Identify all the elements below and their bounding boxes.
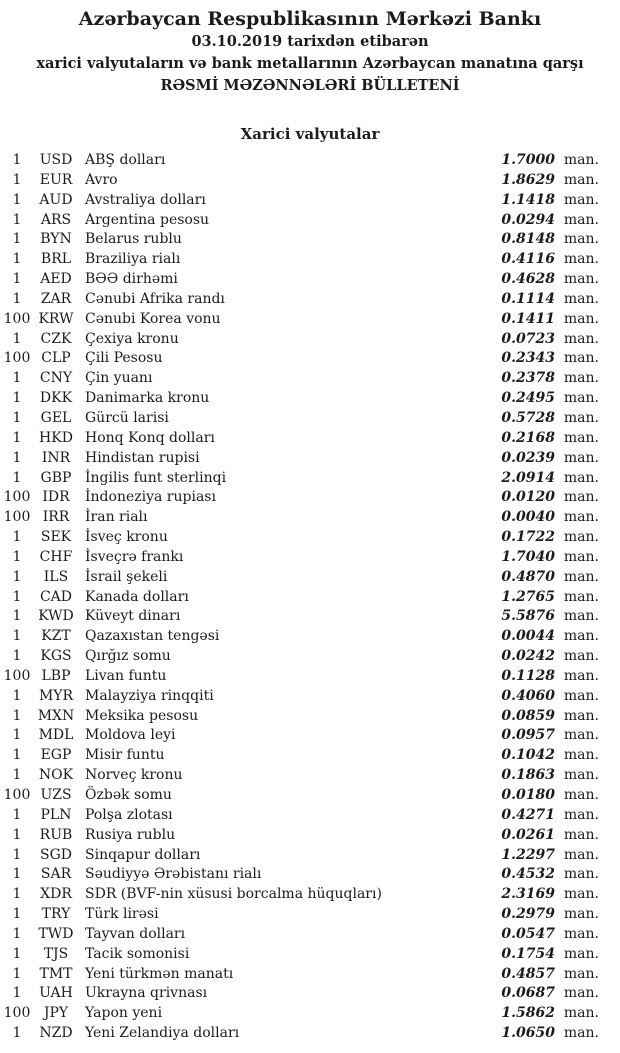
currency-code-cell: UZS	[40, 787, 72, 803]
currency-code-cell: JPY	[43, 1005, 69, 1022]
unit-cell: man.	[563, 846, 599, 863]
rate-value-cell: 5.5876	[501, 608, 555, 625]
rate-row	[0, 429, 620, 449]
currency-name-cell: Ukrayna qrivnası	[85, 985, 208, 1002]
rate-value-cell: 1.7000	[501, 152, 555, 168]
quantity-cell: 1	[12, 191, 22, 208]
bulletin-header	[0, 0, 620, 97]
currency-name-cell: Meksika pesosu	[85, 707, 199, 724]
currency-code-cell: GBP	[40, 469, 72, 486]
unit-cell: man.	[563, 152, 599, 168]
rate-row	[0, 230, 620, 250]
quantity-cell: 1	[12, 330, 22, 347]
currency-name-cell: İran rialı	[85, 509, 148, 526]
rate-row	[0, 885, 620, 905]
currency-code-cell: DKK	[39, 390, 73, 407]
rate-row	[0, 469, 620, 489]
currency-name-cell: Tacik somonisi	[85, 945, 190, 962]
unit-cell: man.	[563, 350, 599, 367]
quantity-cell: 1	[12, 985, 22, 1002]
currency-code-cell: EGP	[40, 747, 72, 764]
quantity-cell: 100	[3, 489, 31, 506]
currency-code-cell: CHF	[39, 548, 73, 565]
currency-code-cell: KZT	[41, 628, 71, 645]
quantity-cell: 1	[12, 1025, 22, 1042]
currency-code-cell: RUB	[39, 826, 73, 843]
unit-cell: man.	[563, 568, 599, 585]
quantity-cell: 1	[12, 648, 22, 665]
quantity-cell: 1	[12, 251, 22, 268]
rate-row	[0, 369, 620, 389]
unit-cell: man.	[563, 985, 599, 1002]
unit-cell: man.	[563, 231, 599, 248]
quantity-cell: 1	[12, 548, 22, 565]
rate-value-cell: 0.1863	[501, 767, 555, 784]
rate-value-cell: 0.0261	[501, 826, 555, 843]
rate-row	[0, 1004, 620, 1024]
currency-name-cell: Tayvan dolları	[85, 925, 186, 942]
currency-code-cell: CNY	[39, 370, 73, 387]
unit-cell: man.	[563, 806, 599, 823]
effective-date-line: 03.10.2019 tarixdən etibarən	[191, 33, 429, 50]
quantity-cell: 1	[12, 826, 22, 843]
unit-cell: man.	[563, 826, 599, 843]
currency-name-cell: Cənubi Afrika randı	[85, 290, 225, 307]
quantity-cell: 1	[12, 806, 22, 823]
rate-value-cell: 0.1128	[501, 667, 555, 684]
quantity-cell: 1	[12, 211, 22, 228]
unit-cell: man.	[563, 628, 599, 645]
currency-name-cell: Polşa zlotası	[85, 806, 173, 823]
rate-row	[0, 488, 620, 508]
rate-value-cell: 1.7040	[501, 548, 555, 565]
quantity-cell: 1	[12, 568, 22, 585]
currency-name-cell: Norveç kronu	[85, 767, 183, 784]
currency-code-cell: MXN	[37, 707, 75, 724]
rate-value-cell: 0.0723	[501, 330, 555, 347]
currency-name-cell: Malayziya rinqqiti	[85, 687, 214, 704]
unit-cell: man.	[563, 548, 599, 565]
quantity-cell: 1	[12, 747, 22, 764]
rate-value-cell: 0.4628	[501, 271, 555, 288]
currency-code-cell: CAD	[39, 588, 73, 605]
unit-cell: man.	[563, 310, 599, 327]
rate-value-cell: 0.1114	[501, 290, 555, 307]
currency-code-cell: CZK	[40, 330, 72, 347]
currency-name-cell: Misir funtu	[85, 747, 165, 764]
unit-cell: man.	[563, 945, 599, 962]
currency-name-cell: Avro	[85, 171, 118, 188]
currency-name-cell: Rusiya rublu	[85, 826, 176, 843]
rate-value-cell: 0.8148	[501, 231, 555, 248]
currency-code-cell: PLN	[40, 806, 72, 823]
bank-name-title: Azərbaycan Respublikasının Mərkəzi Bankı	[78, 8, 542, 30]
currency-code-cell: KGS	[40, 648, 72, 665]
unit-cell: man.	[563, 469, 599, 486]
currency-name-cell: Yapon yeni	[85, 1005, 163, 1022]
currency-name-cell: Qırğız somu	[85, 648, 171, 665]
quantity-cell: 1	[12, 727, 22, 744]
currency-code-cell: HKD	[39, 429, 73, 446]
rate-value-cell: 0.0859	[501, 707, 555, 724]
rate-value-cell: 0.0547	[501, 925, 555, 942]
rate-value-cell: 0.2495	[501, 390, 555, 407]
rate-value-cell: 0.4857	[501, 965, 555, 982]
rate-value-cell: 0.2378	[501, 370, 555, 387]
unit-cell: man.	[563, 290, 599, 307]
section-title-foreign-currencies: Xarici valyutalar	[240, 125, 380, 143]
rate-row	[0, 171, 620, 191]
unit-cell: man.	[563, 529, 599, 546]
rate-value-cell: 1.8629	[501, 171, 555, 188]
rate-row	[0, 151, 620, 171]
rate-row	[0, 270, 620, 290]
currency-name-cell: Sinqapur dolları	[85, 846, 201, 863]
rate-value-cell: 2.3169	[501, 886, 555, 903]
rate-row	[0, 548, 620, 568]
rate-row	[0, 766, 620, 786]
rate-value-cell: 0.5728	[501, 409, 555, 426]
rate-row	[0, 389, 620, 409]
currency-code-cell: GEL	[40, 409, 72, 426]
currency-code-cell: USD	[39, 152, 73, 168]
rate-value-cell: 0.0294	[501, 211, 555, 228]
rate-row	[0, 409, 620, 429]
unit-cell: man.	[563, 648, 599, 665]
currency-code-cell: BRL	[40, 251, 72, 268]
rate-row	[0, 984, 620, 1004]
currency-name-cell: Çin yuanı	[85, 370, 153, 387]
currency-name-cell: BƏƏ dirhəmi	[85, 271, 178, 288]
currency-code-cell: ARS	[40, 211, 72, 228]
rate-row	[0, 449, 620, 469]
currency-code-cell: AUD	[39, 191, 73, 208]
currency-code-cell: ILS	[43, 568, 69, 585]
quantity-cell: 1	[12, 271, 22, 288]
rate-row	[0, 865, 620, 885]
rate-row	[0, 846, 620, 866]
currency-name-cell: ABŞ dolları	[85, 152, 166, 168]
rate-row	[0, 687, 620, 707]
currency-code-cell: CLP	[41, 350, 71, 367]
unit-cell: man.	[563, 747, 599, 764]
currency-name-cell: Çili Pesosu	[85, 350, 163, 367]
quantity-cell: 1	[12, 608, 22, 625]
rate-row	[0, 647, 620, 667]
rate-value-cell: 1.5862	[501, 1005, 555, 1022]
quantity-cell: 1	[12, 390, 22, 407]
rate-value-cell: 0.1042	[501, 747, 555, 764]
quantity-cell: 1	[12, 231, 22, 248]
currency-name-cell: Hindistan rupisi	[85, 449, 200, 466]
currency-name-cell: Yeni türkmən manatı	[85, 965, 234, 982]
quantity-cell: 1	[12, 846, 22, 863]
quantity-cell: 1	[12, 866, 22, 883]
currency-name-cell: İsveçrə frankı	[85, 548, 184, 565]
currency-code-cell: IRR	[42, 509, 70, 526]
quantity-cell: 100	[3, 667, 31, 684]
quantity-cell: 1	[12, 687, 22, 704]
currency-code-cell: BYN	[40, 231, 72, 248]
currency-name-cell: Argentina pesosu	[85, 211, 210, 228]
unit-cell: man.	[563, 390, 599, 407]
rate-value-cell: 0.1722	[501, 529, 555, 546]
currency-code-cell: SEK	[40, 529, 72, 546]
quantity-cell: 1	[12, 449, 22, 466]
rate-value-cell: 0.4870	[501, 568, 555, 585]
rate-value-cell: 2.0914	[501, 469, 555, 486]
rate-row	[0, 925, 620, 945]
unit-cell: man.	[563, 667, 599, 684]
quantity-cell: 1	[12, 906, 22, 923]
quantity-cell: 1	[12, 290, 22, 307]
quantity-cell: 1	[12, 767, 22, 784]
rate-row	[0, 1024, 620, 1044]
currency-name-cell: İngilis funt sterlinqi	[85, 469, 227, 486]
unit-cell: man.	[563, 449, 599, 466]
currency-code-cell: NOK	[38, 767, 74, 784]
rate-value-cell: 0.0044	[501, 628, 555, 645]
unit-cell: man.	[563, 509, 599, 526]
quantity-cell: 1	[12, 945, 22, 962]
rate-value-cell: 0.2168	[501, 429, 555, 446]
rate-row	[0, 330, 620, 350]
currency-code-cell: SGD	[40, 846, 72, 863]
rate-value-cell: 0.4116	[501, 251, 555, 268]
rate-value-cell: 0.0242	[501, 648, 555, 665]
currency-name-cell: Moldova leyi	[85, 727, 176, 744]
currency-code-cell: AED	[40, 271, 72, 288]
currency-code-cell: LBP	[41, 667, 71, 684]
subject-line: xarici valyutaların və bank metallarının Azərbaycan manatına qarşı	[36, 55, 584, 72]
currency-code-cell: TJS	[43, 945, 69, 962]
quantity-cell: 1	[12, 171, 22, 188]
currency-code-cell: IDR	[42, 489, 70, 506]
quantity-cell: 100	[3, 787, 31, 803]
rate-value-cell: 0.0120	[501, 489, 555, 506]
rate-row	[0, 905, 620, 925]
quantity-cell: 1	[12, 628, 22, 645]
rate-value-cell: 0.1411	[501, 310, 555, 327]
currency-name-cell: Qazaxıstan tengəsi	[85, 628, 220, 645]
unit-cell: man.	[563, 965, 599, 982]
currency-code-cell: MDL	[38, 727, 74, 744]
rate-row	[0, 806, 620, 826]
unit-cell: man.	[563, 925, 599, 942]
currency-name-cell: Türk lirəsi	[85, 906, 159, 923]
unit-cell: man.	[563, 608, 599, 625]
rate-value-cell: 0.1754	[501, 945, 555, 962]
currency-name-cell: Avstraliya dolları	[85, 191, 206, 208]
currency-code-cell: SAR	[40, 866, 72, 883]
unit-cell: man.	[563, 271, 599, 288]
currency-code-cell: TWD	[38, 925, 74, 942]
unit-cell: man.	[563, 886, 599, 903]
quantity-cell: 1	[12, 469, 22, 486]
rate-value-cell: 0.2979	[501, 906, 555, 923]
currency-name-cell: Çexiya kronu	[85, 330, 179, 347]
quantity-cell: 1	[12, 886, 22, 903]
unit-cell: man.	[563, 251, 599, 268]
rate-row	[0, 508, 620, 528]
currency-code-cell: ZAR	[40, 290, 72, 307]
rate-row	[0, 211, 620, 231]
currency-code-cell: UAH	[39, 985, 73, 1002]
unit-cell: man.	[563, 191, 599, 208]
currency-code-cell: TRY	[41, 906, 71, 923]
currency-name-cell: Yeni Zelandiya dolları	[85, 1025, 240, 1042]
unit-cell: man.	[563, 767, 599, 784]
currency-name-cell: Braziliya rialı	[85, 251, 181, 268]
unit-cell: man.	[563, 171, 599, 188]
bulletin-title: RƏSMİ MƏZƏNNƏLƏRİ BÜLLETENİ	[160, 77, 460, 94]
quantity-cell: 1	[12, 925, 22, 942]
rate-row	[0, 627, 620, 647]
unit-cell: man.	[563, 211, 599, 228]
unit-cell: man.	[563, 1025, 599, 1042]
currency-name-cell: Cənubi Korea vonu	[85, 310, 221, 327]
currency-name-cell: İsveç kronu	[85, 529, 168, 546]
rate-value-cell: 1.2297	[501, 846, 555, 863]
unit-cell: man.	[563, 588, 599, 605]
rate-row	[0, 250, 620, 270]
currency-code-cell: XDR	[40, 886, 72, 903]
currency-code-cell: MYR	[38, 687, 74, 704]
rate-value-cell: 1.0650	[501, 1025, 555, 1042]
currency-code-cell: INR	[41, 449, 71, 466]
currency-name-cell: Küveyt dinarı	[85, 608, 181, 625]
rate-row	[0, 607, 620, 627]
unit-cell: man.	[563, 409, 599, 426]
currency-name-cell: Kanada dolları	[85, 588, 189, 605]
rate-row	[0, 707, 620, 727]
quantity-cell: 100	[3, 509, 31, 526]
rate-value-cell: 0.4060	[501, 687, 555, 704]
currency-name-cell: Özbək somu	[85, 787, 172, 803]
rate-value-cell: 0.0957	[501, 727, 555, 744]
currency-name-cell: Honq Konq dolları	[85, 429, 215, 446]
rate-row	[0, 965, 620, 985]
unit-cell: man.	[563, 1005, 599, 1022]
currency-code-cell: NZD	[39, 1025, 73, 1042]
rate-value-cell: 1.1418	[501, 191, 555, 208]
rate-row	[0, 191, 620, 211]
rate-row	[0, 310, 620, 330]
rate-row	[0, 290, 620, 310]
currency-name-cell: SDR (BVF-nin xüsusi borcalma hüquqları)	[85, 886, 382, 903]
rate-value-cell: 1.2765	[501, 588, 555, 605]
rate-row	[0, 349, 620, 369]
unit-cell: man.	[563, 866, 599, 883]
rate-row	[0, 945, 620, 965]
quantity-cell: 1	[12, 370, 22, 387]
quantity-cell: 100	[3, 350, 31, 367]
quantity-cell: 1	[12, 429, 22, 446]
quantity-cell: 1	[12, 152, 22, 168]
quantity-cell: 1	[12, 409, 22, 426]
quantity-cell: 100	[3, 310, 31, 327]
rate-value-cell: 0.0239	[501, 449, 555, 466]
currency-name-cell: İndoneziya rupiası	[85, 489, 216, 506]
currency-code-cell: TMT	[39, 965, 73, 982]
quantity-cell: 1	[12, 707, 22, 724]
unit-cell: man.	[563, 707, 599, 724]
currency-name-cell: Səudiyyə Ərəbistanı rialı	[85, 866, 262, 883]
currency-name-cell: Danimarka kronu	[85, 390, 210, 407]
unit-cell: man.	[563, 787, 599, 803]
currency-code-cell: EUR	[39, 171, 73, 188]
currency-name-cell: İsrail şekeli	[85, 568, 168, 585]
rate-value-cell: 0.4271	[501, 806, 555, 823]
rate-row	[0, 826, 620, 846]
currency-code-cell: KRW	[38, 310, 74, 327]
quantity-cell: 100	[3, 1005, 31, 1022]
unit-cell: man.	[563, 429, 599, 446]
rate-row	[0, 528, 620, 548]
unit-cell: man.	[563, 489, 599, 506]
rate-row	[0, 786, 620, 806]
unit-cell: man.	[563, 370, 599, 387]
rate-row	[0, 667, 620, 687]
unit-cell: man.	[563, 330, 599, 347]
rate-value-cell: 0.0040	[501, 509, 555, 526]
rate-value-cell: 0.2343	[501, 350, 555, 367]
quantity-cell: 1	[12, 588, 22, 605]
currency-name-cell: Gürcü larisi	[85, 409, 169, 426]
unit-cell: man.	[563, 687, 599, 704]
currency-code-cell: KWD	[38, 608, 74, 625]
unit-cell: man.	[563, 906, 599, 923]
unit-cell: man.	[563, 727, 599, 744]
currency-name-cell: Livan funtu	[85, 667, 167, 684]
rate-row	[0, 588, 620, 608]
rate-value-cell: 0.4532	[501, 866, 555, 883]
rate-value-cell: 0.0687	[501, 985, 555, 1002]
rates-table	[0, 151, 620, 1044]
rate-row	[0, 746, 620, 766]
quantity-cell: 1	[12, 965, 22, 982]
rate-value-cell: 0.0180	[501, 787, 555, 803]
rate-row	[0, 726, 620, 746]
rate-row	[0, 568, 620, 588]
currency-name-cell: Belarus rublu	[85, 231, 182, 248]
quantity-cell: 1	[12, 529, 22, 546]
